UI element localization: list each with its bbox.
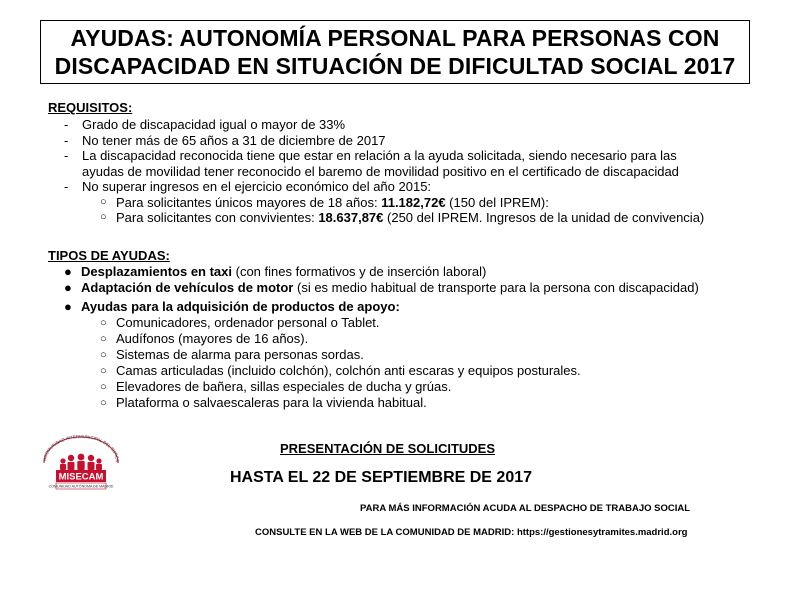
list-item: - No tener más de 65 años a 31 de diciembre de 2017 [64, 132, 386, 148]
circle-bullet-icon: ○ [100, 365, 107, 377]
title-box [40, 20, 750, 84]
circle-bullet-icon: ○ [100, 349, 107, 361]
list-item: - La discapacidad reconocida tiene que estar en relación a la ayuda solicitada, siendo necesario para las [64, 148, 677, 163]
info-text: PARA MÁS INFORMACIÓN ACUDA AL DESPACHO DE TRABAJO SOCIAL [360, 503, 691, 514]
tipos-list [64, 264, 764, 411]
logo-arc-text: NCOMUNIDAD INTERMUNICIPAL DEL SURES [41, 433, 121, 463]
bullet-icon: ● [64, 264, 72, 279]
title-line-1: AYUDAS: AUTONOMÍA PERSONAL PARA PERSONAS CON [70, 25, 720, 51]
list-item: ○ Sistemas de alarma para personas sordas. [100, 347, 364, 362]
list-item-continuation: ayudas de movilidad tener reconocido el baremo de movilidad positivo en el certificado de discapacidad [82, 163, 679, 179]
circle-bullet-icon: ○ [100, 317, 107, 329]
title-line-2: DISCAPACIDAD EN SITUACIÓN DE DIFICULTAD SOCIAL 2017 [54, 53, 736, 79]
misecam-logo [38, 432, 124, 498]
deadline-text: HASTA EL 22 DE SEPTIEMBRE DE 2017 [230, 469, 533, 486]
bullet-icon: ● [64, 280, 72, 295]
circle-bullet-icon: ○ [100, 333, 107, 345]
circle-bullet-icon: ○ [100, 381, 107, 393]
list-item: ○ Para solicitantes con convivientes: 18.637,87€ (250 del IPREM. Ingresos de la unidad de convivencia) [100, 210, 705, 225]
list-item: ● Ayudas para la adquisición de productos de apoyo: [64, 299, 400, 314]
people-icon [60, 454, 102, 470]
circle-bullet-icon: ○ [100, 195, 107, 208]
list-item: ○ Para solicitantes únicos mayores de 18 años: 11.182,72€ (150 del IPREM): [100, 194, 549, 210]
list-item: ○ Audífonos (mayores de 16 años). [100, 331, 309, 346]
productos-list [100, 315, 764, 411]
list-item: ● Desplazamientos en taxi (con fines formativos y de inserción laboral) [64, 264, 487, 279]
circle-bullet-icon: ○ [100, 211, 107, 223]
requisitos-heading: REQUISITOS: [48, 100, 133, 115]
web-info-text: CONSULTE EN LA WEB DE LA COMUNIDAD DE MADRID: https://gestionesytramites.madrid.org [255, 527, 688, 538]
circle-bullet-icon: ○ [100, 397, 107, 409]
requisitos-list [64, 117, 754, 226]
presentacion-heading: PRESENTACIÓN DE SOLICITUDES [280, 441, 496, 456]
list-item: ○ Comunicadores, ordenador personal o Tablet. [100, 315, 380, 330]
list-item: ● Adaptación de vehículos de motor (si es medio habitual de transporte para la persona con discapacidad) [64, 280, 699, 295]
income-sub-list [100, 195, 754, 226]
bullet-icon: ● [64, 299, 72, 314]
list-item: ○ Plataforma o salvaescaleras para la vivienda habitual. [100, 395, 427, 410]
tipos-heading: TIPOS DE AYUDAS: [48, 248, 170, 263]
list-item: - Grado de discapacidad igual o mayor de 33% [64, 117, 346, 132]
list-item: ○ Camas articuladas (incluido colchón), colchón anti escaras y equipos posturales. [100, 363, 581, 378]
logo-name: MISECAM [58, 471, 104, 483]
list-item: - No superar ingresos en el ejercicio económico del año 2015: [64, 179, 432, 194]
logo-sub-text: COMUNIDAD AUTÓNOMA DE MADRID [48, 484, 114, 489]
list-item: ○ Elevadores de bañera, sillas especiales de ducha y grúas. [100, 379, 452, 394]
